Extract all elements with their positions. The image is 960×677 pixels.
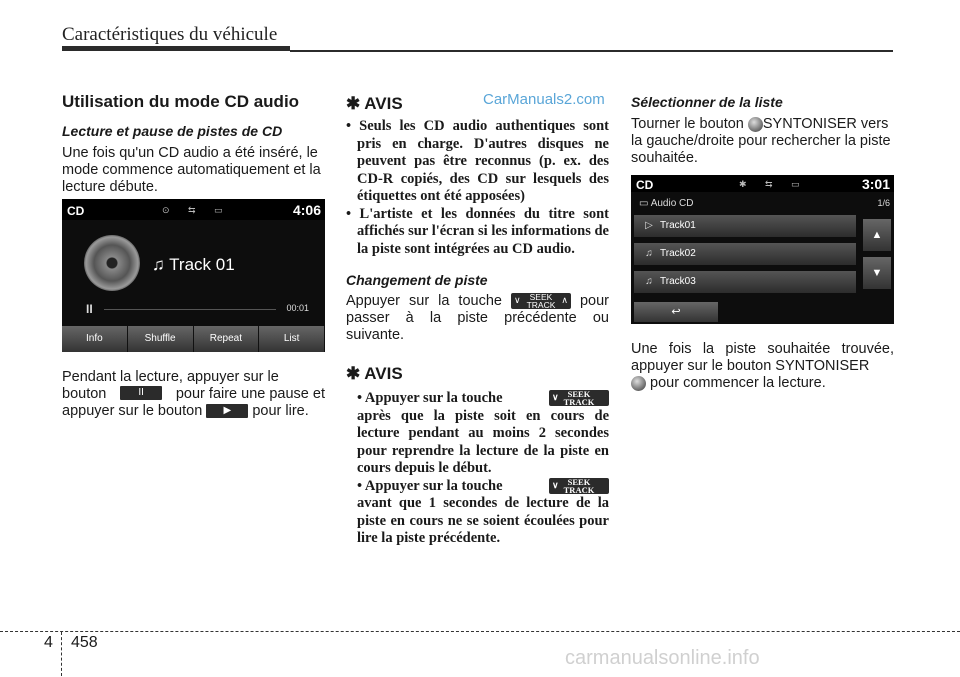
paragraph-select-list: Tourner le bouton SYNTONISER vers la gauche/droite pour rechercher la piste souhaitée.: [631, 116, 891, 166]
avis1-item-1: • Seuls les CD audio authentiques sont pris en charge. D'autres disques ne peuvent pas être reconnus (p. ex. des CD-R copiés, des CD sur lesquels des étiquettes ont été apposées): [346, 118, 610, 204]
music-note-icon: ♫: [645, 248, 653, 259]
watermark: CarManuals2.com: [483, 91, 605, 108]
subtitle-play-pause: Lecture et pause de pistes de CD: [62, 123, 283, 139]
page-header-title: Caractéristiques du véhicule: [62, 24, 278, 45]
avis-heading-1: ✱ AVIS: [346, 94, 403, 113]
header-rule-thin: [290, 50, 893, 52]
play-circle-icon: ▷: [645, 220, 653, 231]
list-row-track01[interactable]: ▷ Track01: [634, 215, 856, 237]
menu-info-button[interactable]: Info: [62, 326, 128, 352]
menu-repeat-button[interactable]: Repeat: [194, 326, 260, 352]
avis1-item-2: • L'artiste et les données du titre sont affichés sur l'écran si les informations de la piste sont intégrées au CD audio.: [346, 205, 609, 257]
scroll-down-button[interactable]: ▼: [863, 257, 891, 289]
paragraph-pause-play: Pendant la lecture, appuyer sur le bouton II pour faire une pause et appuyer sur le bouton ▶ pour lire.: [62, 369, 325, 419]
footer-vertical-rule: [61, 632, 62, 676]
section-title: Utilisation du mode CD audio: [62, 92, 300, 111]
seek-down-button-icon: ∨ SEEK TRACK: [549, 390, 609, 406]
page-indicator: 1/6: [877, 198, 890, 208]
play-button-icon: ▶: [206, 404, 248, 418]
avis2-item-1: • Appuyer sur la touche ∨ SEEK TRACK après que la piste soit en cours de lecture pendant au moins 2 secondes pour reprendre la lecture de la piste en cours depuis le début.: [357, 389, 609, 476]
menu-list-button[interactable]: List: [259, 326, 325, 352]
paragraph-confirm: Une fois la piste souhaitée trouvée, appuyer sur le bouton SYNTONISER pour commencer la lecture.: [631, 341, 894, 391]
seek-down-button-icon: ∨ SEEK TRACK: [549, 478, 609, 494]
cd-screen-elapsed: 00:01: [286, 303, 309, 313]
scroll-up-button[interactable]: ▲: [863, 219, 891, 251]
list-screen-top-bar: [631, 175, 894, 192]
footer-site-mark: carmanualsonline.info: [565, 647, 760, 669]
page-number: 458: [71, 634, 98, 651]
tune-knob-icon: [631, 376, 646, 391]
footer-rule: [0, 631, 960, 632]
back-button[interactable]: ↩: [634, 302, 718, 322]
folder-label: ▭ Audio CD: [639, 198, 694, 209]
list-row-track02[interactable]: ♫ Track02: [634, 243, 856, 265]
cd-screen-top-bar: [62, 199, 325, 220]
pause-icon: II: [86, 302, 93, 316]
music-note-icon: ♫: [645, 276, 653, 287]
paragraph-change-track: Appuyer sur la touche ∨ SEEK TRACK ∧ pour passer à la piste précédente ou suivante.: [346, 292, 609, 343]
disc-icon: [84, 235, 140, 291]
cd-screen-image: [62, 199, 325, 352]
column-3: [631, 94, 894, 167]
list-screen-source: CD: [636, 178, 654, 192]
cd-screen-source: CD: [67, 204, 85, 218]
paragraph-intro: Une fois qu'un CD audio a été inséré, le mode commence automatiquement et la lecture débute.: [62, 145, 321, 195]
folder-icon: ▭: [639, 198, 651, 209]
status-icons: ✱ ⇆ ▭: [739, 179, 808, 189]
cd-screen-clock: 4:06: [292, 202, 321, 218]
subtitle-change-track: Changement de piste: [346, 272, 488, 288]
column-2: [346, 94, 609, 548]
menu-shuffle-button[interactable]: Shuffle: [128, 326, 194, 352]
progress-bar: [104, 309, 276, 310]
cd-screen-track: ♫ Track 01: [152, 255, 235, 274]
header-rule-thick: [62, 46, 290, 51]
seek-track-button-icon: ∨ SEEK TRACK ∧: [511, 293, 571, 309]
avis2-item-2: • Appuyer sur la touche ∨ SEEK TRACK avant que 1 secondes de lecture de la piste en cours ne se soient écoulées pour lire la piste précédente.: [357, 476, 609, 546]
asterisk-icon: ✱: [346, 94, 361, 113]
avis-heading-2: ✱ AVIS: [346, 364, 403, 383]
list-screen-clock: 3:01: [861, 176, 890, 192]
list-row-track03[interactable]: ♫ Track03: [634, 271, 856, 293]
column-1: [62, 92, 325, 196]
cd-screen-menu: [62, 326, 325, 352]
status-icons: ⊙ ⇆ ▭: [162, 205, 231, 215]
asterisk-icon: ✱: [346, 364, 361, 383]
music-note-icon: ♫: [152, 255, 170, 274]
chapter-number: 4: [44, 634, 53, 651]
tune-knob-icon: [748, 117, 763, 132]
subtitle-select-list: Sélectionner de la liste: [631, 94, 783, 110]
pause-button-icon: II: [120, 386, 162, 400]
list-screen-image: [631, 175, 894, 324]
